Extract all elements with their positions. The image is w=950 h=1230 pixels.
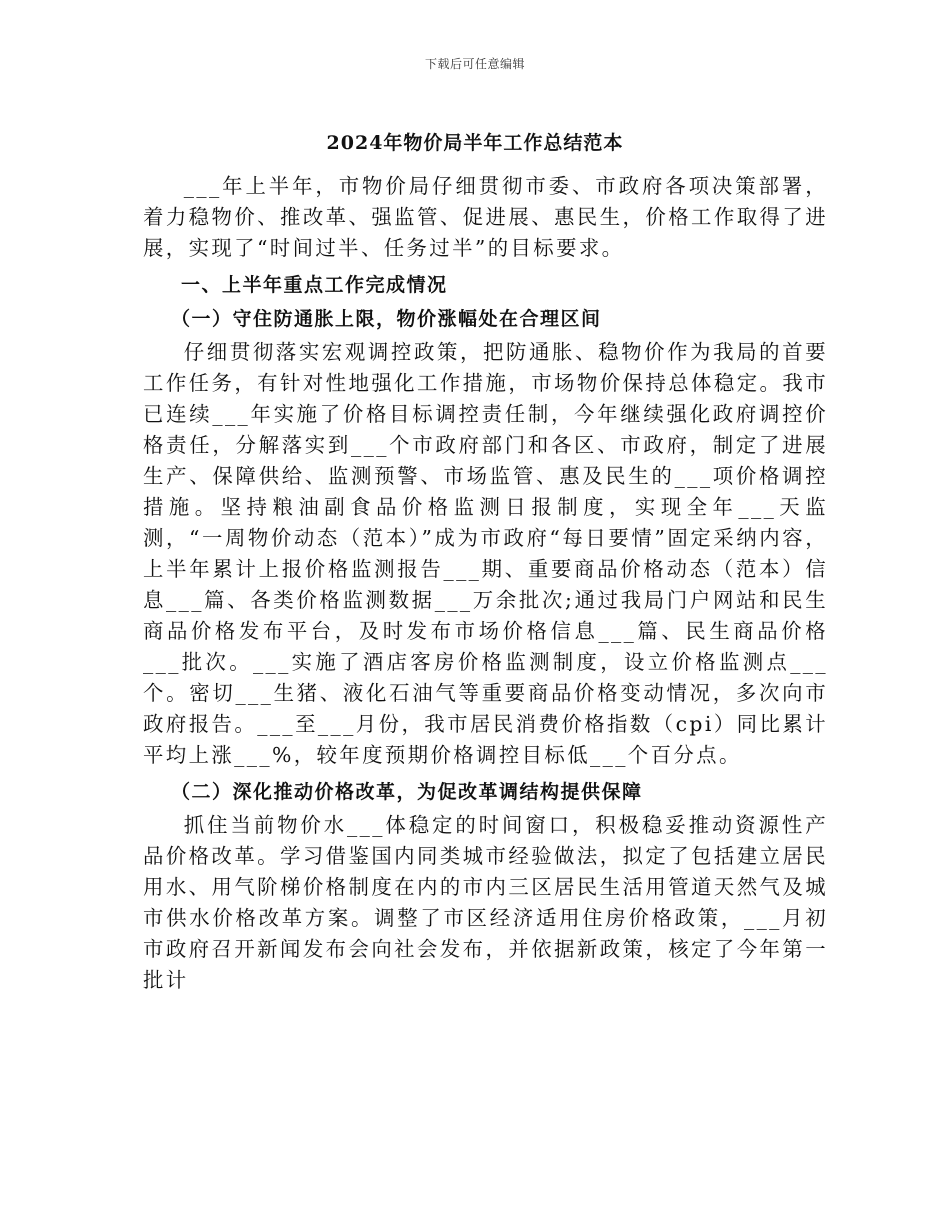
subsection-1-paragraph: 仔细贯彻落实宏观调控政策，把防通胀、稳物价作为我局的首要工作任务，有针对性地强化工作措施，市场物价保持总体稳定。我市已连续___年实施了价格目标调控责任制，今年继续强化政府调控价格责任，分解落实到___个市政府部门和各区、市政府，制定了进展生产、保障供给、监测预警、市场监管、惠及民生的___项价格调控措施。坚持粮油副食品价格监测日报制度，实现全年___天监测，“一周物价动态（范本）”成为市政府“每日要情”固定采纳内容，上半年累计上报价格监测报告___期、重要商品价格动态（范本）信息___篇、各类价格监测数据___万余批次;通过我局门户网站和民生商品价格发布平台，及时发布市场价格信息___篇、民生商品价格___批次。___实施了酒店客房价格监测制度，设立价格监测点___个。密切___生猪、液化石油气等重要商品价格变动情况，多次向市政府报告。___至___月份，我市居民消费价格指数（cpi）同比累计平均上涨___%，较年度预期价格调控目标低___个百分点。: [143, 340, 828, 767]
document-body: [143, 171, 828, 996]
subsection-heading-1: （一）守住防通胀上限，物价涨幅处在合理区间: [171, 308, 602, 330]
subsection-2-paragraph: 抓住当前物价水___体稳定的时间窗口，积极稳妥推动资源性产品价格改革。学习借鉴国内同类城市经验做法，拟定了包括建立居民用水、用气阶梯价格制度在内的市内三区居民生活用管道天然气及城市供水价格改革方案。调整了市区经济适用住房价格政策，___月初市政府召开新闻发布会向社会发布，并依据新政策，核定了今年第一批计: [143, 813, 828, 992]
header-note: 下载后可任意编辑: [424, 57, 525, 71]
section-heading-1: 一、上半年重点工作完成情况: [181, 274, 448, 296]
document-title: 2024年物价局半年工作总结范本: [326, 132, 624, 154]
subsection-heading-2: （二）深化推动价格改革，为促改革调结构提供保障: [171, 781, 643, 803]
intro-paragraph: ___年上半年，市物价局仔细贯彻市委、市政府各项决策部署，着力稳物价、推改革、强监管、促进展、惠民生，价格工作取得了进展，实现了“时间过半、任务过半”的目标要求。: [143, 174, 828, 260]
